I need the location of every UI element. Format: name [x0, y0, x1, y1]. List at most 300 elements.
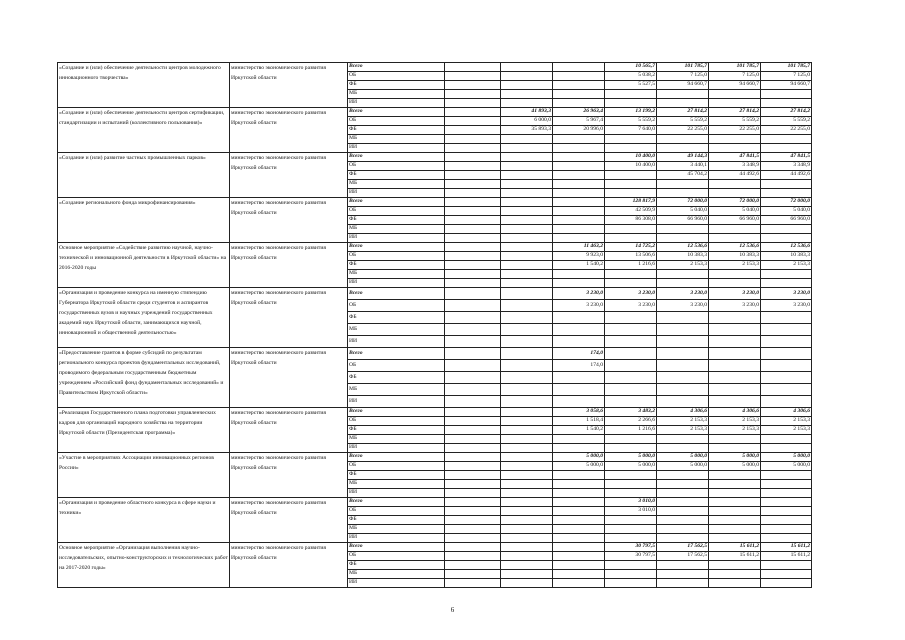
- funding-source-cell: ОБ: [348, 417, 445, 426]
- amount-cell: [445, 489, 501, 498]
- amount-cell: [761, 372, 812, 384]
- table-row: [58, 198, 812, 207]
- amount-cell: [709, 579, 761, 588]
- amount-cell: [501, 360, 553, 372]
- amount-cell: [501, 171, 553, 180]
- funding-source-cell: Всего: [348, 108, 445, 117]
- amount-cell: [761, 480, 812, 489]
- amount-cell: 35 893,3: [501, 126, 553, 135]
- amount-cell: [709, 498, 761, 507]
- amount-cell: [501, 507, 553, 516]
- amount-cell: [709, 525, 761, 534]
- amount-cell: [657, 336, 709, 348]
- funding-source-cell: МБ: [348, 384, 445, 396]
- amount-cell: [445, 198, 501, 207]
- executor-cell: министерство экономического развития Иркутской области: [230, 408, 348, 453]
- amount-cell: [761, 279, 812, 288]
- amount-cell: [553, 81, 605, 90]
- amount-cell: 1 216,6: [605, 261, 657, 270]
- amount-cell: 2 153,3: [761, 261, 812, 270]
- amount-cell: [553, 489, 605, 498]
- amount-cell: 128 817,9: [605, 198, 657, 207]
- funding-source-cell: ФБ: [348, 372, 445, 384]
- amount-cell: [445, 144, 501, 153]
- amount-cell: [657, 135, 709, 144]
- amount-cell: [501, 336, 553, 348]
- funding-source-cell: МБ: [348, 480, 445, 489]
- amount-cell: [501, 417, 553, 426]
- amount-cell: 1 216,6: [605, 426, 657, 435]
- amount-cell: [605, 384, 657, 396]
- amount-cell: [445, 471, 501, 480]
- amount-cell: [445, 525, 501, 534]
- amount-cell: [605, 99, 657, 108]
- amount-cell: 101 785,7: [761, 63, 812, 72]
- amount-cell: [709, 480, 761, 489]
- amount-cell: 72 000,0: [657, 198, 709, 207]
- amount-cell: 5 000,0: [761, 462, 812, 471]
- funding-source-cell: ОБ: [348, 360, 445, 372]
- amount-cell: [445, 312, 501, 324]
- amount-cell: [445, 252, 501, 261]
- amount-cell: 5 000,0: [709, 462, 761, 471]
- amount-cell: [445, 516, 501, 525]
- amount-cell: [501, 534, 553, 543]
- funding-source-cell: МБ: [348, 270, 445, 279]
- funding-source-cell: МБ: [348, 135, 445, 144]
- amount-cell: [761, 498, 812, 507]
- amount-cell: [605, 234, 657, 243]
- amount-cell: [553, 324, 605, 336]
- amount-cell: [553, 72, 605, 81]
- table-row: [58, 543, 812, 552]
- amount-cell: [445, 579, 501, 588]
- funding-source-cell: Всего: [348, 543, 445, 552]
- amount-cell: [501, 225, 553, 234]
- amount-cell: 7 125,0: [761, 72, 812, 81]
- amount-cell: [761, 90, 812, 99]
- amount-cell: [761, 507, 812, 516]
- amount-cell: 5 559,2: [605, 117, 657, 126]
- amount-cell: [445, 336, 501, 348]
- amount-cell: 5 559,2: [761, 117, 812, 126]
- amount-cell: [761, 435, 812, 444]
- amount-cell: [501, 189, 553, 198]
- amount-cell: [553, 579, 605, 588]
- amount-cell: [553, 552, 605, 561]
- amount-cell: [501, 288, 553, 300]
- amount-cell: [501, 207, 553, 216]
- amount-cell: 47 841,5: [709, 153, 761, 162]
- amount-cell: [657, 498, 709, 507]
- amount-cell: [709, 225, 761, 234]
- amount-cell: [761, 324, 812, 336]
- amount-cell: 3 230,0: [605, 300, 657, 312]
- amount-cell: [501, 63, 553, 72]
- amount-cell: [501, 435, 553, 444]
- amount-cell: [709, 516, 761, 525]
- funding-source-cell: Всего: [348, 453, 445, 462]
- amount-cell: [553, 135, 605, 144]
- executor-cell: министерство экономического развития Иркутской области: [230, 498, 348, 543]
- amount-cell: 5 000,0: [553, 453, 605, 462]
- amount-cell: [501, 324, 553, 336]
- amount-cell: [553, 99, 605, 108]
- amount-cell: [445, 372, 501, 384]
- amount-cell: 26 963,4: [553, 108, 605, 117]
- amount-cell: [709, 279, 761, 288]
- amount-cell: [501, 525, 553, 534]
- amount-cell: [657, 90, 709, 99]
- measure-name-cell: «Создание регионального фонда микрофинансирования»: [58, 198, 230, 243]
- amount-cell: [501, 561, 553, 570]
- amount-cell: [761, 312, 812, 324]
- amount-cell: [501, 252, 553, 261]
- amount-cell: [501, 180, 553, 189]
- amount-cell: [605, 324, 657, 336]
- funding-source-cell: ОБ: [348, 117, 445, 126]
- funding-table: [57, 62, 812, 588]
- amount-cell: 5 559,2: [709, 117, 761, 126]
- amount-cell: [501, 198, 553, 207]
- amount-cell: [445, 126, 501, 135]
- amount-cell: [605, 516, 657, 525]
- amount-cell: [501, 153, 553, 162]
- amount-cell: [761, 270, 812, 279]
- amount-cell: [709, 435, 761, 444]
- amount-cell: [761, 225, 812, 234]
- amount-cell: [501, 480, 553, 489]
- amount-cell: [657, 270, 709, 279]
- amount-cell: 5 038,2: [605, 72, 657, 81]
- amount-cell: [553, 435, 605, 444]
- amount-cell: [445, 261, 501, 270]
- funding-source-cell: ОБ: [348, 162, 445, 171]
- measure-name-cell: «Создание и (или) развитие частных промышленных парков»: [58, 153, 230, 198]
- amount-cell: [761, 525, 812, 534]
- amount-cell: [445, 180, 501, 189]
- amount-cell: [605, 225, 657, 234]
- funding-source-cell: ИИ: [348, 489, 445, 498]
- amount-cell: [761, 348, 812, 360]
- amount-cell: 9 923,0: [553, 252, 605, 261]
- funding-source-cell: ФБ: [348, 261, 445, 270]
- amount-cell: [553, 444, 605, 453]
- amount-cell: 13 199,2: [605, 108, 657, 117]
- amount-cell: [501, 216, 553, 225]
- amount-cell: [553, 396, 605, 408]
- amount-cell: [605, 90, 657, 99]
- amount-cell: [501, 261, 553, 270]
- amount-cell: [657, 579, 709, 588]
- amount-cell: 30 797,5: [605, 543, 657, 552]
- amount-cell: 5 527,5: [605, 81, 657, 90]
- amount-cell: 94 660,7: [761, 81, 812, 90]
- amount-cell: [445, 360, 501, 372]
- amount-cell: [761, 561, 812, 570]
- amount-cell: [553, 384, 605, 396]
- amount-cell: [445, 279, 501, 288]
- amount-cell: [445, 153, 501, 162]
- funding-source-cell: ИИ: [348, 189, 445, 198]
- amount-cell: [657, 534, 709, 543]
- amount-cell: [445, 117, 501, 126]
- amount-cell: 174,0: [553, 360, 605, 372]
- amount-cell: 27 814,2: [657, 108, 709, 117]
- funding-source-cell: ОБ: [348, 507, 445, 516]
- amount-cell: 3 230,0: [657, 288, 709, 300]
- amount-cell: [605, 279, 657, 288]
- amount-cell: 44 492,6: [709, 171, 761, 180]
- amount-cell: [709, 348, 761, 360]
- amount-cell: [553, 372, 605, 384]
- amount-cell: [709, 324, 761, 336]
- funding-source-cell: МБ: [348, 570, 445, 579]
- amount-cell: [501, 543, 553, 552]
- amount-cell: [501, 498, 553, 507]
- amount-cell: [709, 234, 761, 243]
- funding-source-cell: ФБ: [348, 561, 445, 570]
- funding-source-cell: Всего: [348, 348, 445, 360]
- amount-cell: [709, 312, 761, 324]
- amount-cell: 49 144,3: [657, 153, 709, 162]
- amount-cell: [553, 216, 605, 225]
- amount-cell: [553, 63, 605, 72]
- amount-cell: 7 125,0: [657, 72, 709, 81]
- amount-cell: [445, 207, 501, 216]
- amount-cell: [709, 396, 761, 408]
- amount-cell: [605, 570, 657, 579]
- amount-cell: [761, 471, 812, 480]
- amount-cell: [761, 234, 812, 243]
- amount-cell: [501, 348, 553, 360]
- funding-source-cell: ИИ: [348, 99, 445, 108]
- amount-cell: [445, 135, 501, 144]
- amount-cell: 66 960,0: [709, 216, 761, 225]
- amount-cell: [709, 507, 761, 516]
- amount-cell: [553, 225, 605, 234]
- amount-cell: [553, 561, 605, 570]
- amount-cell: [553, 171, 605, 180]
- amount-cell: [709, 270, 761, 279]
- amount-cell: [605, 534, 657, 543]
- amount-cell: 47 841,5: [761, 153, 812, 162]
- amount-cell: [657, 396, 709, 408]
- amount-cell: 3 348,9: [709, 162, 761, 171]
- amount-cell: 86 308,0: [605, 216, 657, 225]
- amount-cell: [657, 480, 709, 489]
- amount-cell: 10 383,3: [709, 252, 761, 261]
- amount-cell: [501, 396, 553, 408]
- amount-cell: [761, 99, 812, 108]
- amount-cell: 3 230,0: [761, 288, 812, 300]
- amount-cell: 3 230,0: [709, 300, 761, 312]
- amount-cell: [445, 384, 501, 396]
- amount-cell: [445, 300, 501, 312]
- amount-cell: 41 893,3: [501, 108, 553, 117]
- executor-cell: министерство экономического развития Иркутской области: [230, 243, 348, 288]
- amount-cell: [445, 462, 501, 471]
- executor-cell: министерство экономического развития Иркутской области: [230, 198, 348, 243]
- funding-source-cell: ОБ: [348, 252, 445, 261]
- amount-cell: 5 000,0: [761, 453, 812, 462]
- amount-cell: [657, 324, 709, 336]
- funding-source-cell: ФБ: [348, 171, 445, 180]
- amount-cell: [709, 360, 761, 372]
- amount-cell: [605, 579, 657, 588]
- amount-cell: 3 348,9: [761, 162, 812, 171]
- amount-cell: 3 058,6: [553, 408, 605, 417]
- amount-cell: [445, 534, 501, 543]
- amount-cell: 17 562,5: [657, 543, 709, 552]
- funding-source-cell: Всего: [348, 153, 445, 162]
- amount-cell: [501, 516, 553, 525]
- funding-source-cell: ИИ: [348, 534, 445, 543]
- amount-cell: 5 000,0: [605, 462, 657, 471]
- amount-cell: 10 400,0: [605, 162, 657, 171]
- funding-source-cell: ФБ: [348, 216, 445, 225]
- amount-cell: [761, 180, 812, 189]
- funding-source-cell: ИИ: [348, 579, 445, 588]
- amount-cell: [709, 144, 761, 153]
- funding-source-cell: МБ: [348, 324, 445, 336]
- table-row: [58, 498, 812, 507]
- amount-cell: [501, 300, 553, 312]
- amount-cell: [501, 570, 553, 579]
- amount-cell: [501, 552, 553, 561]
- funding-source-cell: МБ: [348, 180, 445, 189]
- amount-cell: [605, 312, 657, 324]
- amount-cell: 2 153,3: [709, 417, 761, 426]
- amount-cell: [501, 579, 553, 588]
- amount-cell: 2 153,3: [657, 417, 709, 426]
- amount-cell: [445, 63, 501, 72]
- funding-source-cell: ФБ: [348, 312, 445, 324]
- amount-cell: [605, 336, 657, 348]
- funding-source-cell: ФБ: [348, 516, 445, 525]
- amount-cell: [445, 108, 501, 117]
- executor-cell: министерство экономического развития Иркутской области: [230, 108, 348, 153]
- amount-cell: [445, 72, 501, 81]
- amount-cell: [605, 396, 657, 408]
- amount-cell: [657, 180, 709, 189]
- amount-cell: 5 000,0: [605, 453, 657, 462]
- amount-cell: [501, 471, 553, 480]
- table-row: [58, 288, 812, 300]
- funding-source-cell: ИИ: [348, 396, 445, 408]
- amount-cell: [709, 135, 761, 144]
- amount-cell: [553, 162, 605, 171]
- table-row: [58, 153, 812, 162]
- amount-cell: [761, 579, 812, 588]
- amount-cell: [709, 570, 761, 579]
- amount-cell: [605, 348, 657, 360]
- amount-cell: [605, 444, 657, 453]
- amount-cell: [605, 480, 657, 489]
- amount-cell: [501, 426, 553, 435]
- amount-cell: [553, 543, 605, 552]
- amount-cell: [501, 243, 553, 252]
- amount-cell: 3 230,0: [761, 300, 812, 312]
- amount-cell: [445, 426, 501, 435]
- amount-cell: [605, 372, 657, 384]
- table-row: [58, 108, 812, 117]
- funding-source-cell: ФБ: [348, 471, 445, 480]
- amount-cell: [553, 144, 605, 153]
- amount-cell: 2 153,3: [657, 426, 709, 435]
- amount-cell: [501, 444, 553, 453]
- amount-cell: [657, 312, 709, 324]
- funding-source-cell: ОБ: [348, 207, 445, 216]
- table-row: [58, 453, 812, 462]
- funding-source-cell: ИИ: [348, 234, 445, 243]
- amount-cell: [445, 81, 501, 90]
- amount-cell: [445, 498, 501, 507]
- amount-cell: [445, 162, 501, 171]
- amount-cell: [445, 216, 501, 225]
- amount-cell: [709, 489, 761, 498]
- amount-cell: [657, 471, 709, 480]
- amount-cell: 1 540,2: [553, 261, 605, 270]
- amount-cell: [605, 270, 657, 279]
- amount-cell: [761, 516, 812, 525]
- amount-cell: [445, 480, 501, 489]
- amount-cell: [501, 270, 553, 279]
- executor-cell: министерство экономического развития Иркутской области: [230, 288, 348, 348]
- amount-cell: [553, 498, 605, 507]
- amount-cell: [709, 189, 761, 198]
- funding-source-cell: ФБ: [348, 126, 445, 135]
- amount-cell: 13 506,6: [605, 252, 657, 261]
- amount-cell: 42 509,9: [605, 207, 657, 216]
- amount-cell: [553, 207, 605, 216]
- measure-name-cell: «Предоставление грантов в форме субсидий по результатам регионального конкурса проектов фундаментальных исследований, проводимого федеральным государственным бюджетным учреждением «Российский фонд фундаментальных исследований» и Правительством Иркутской области»: [58, 348, 230, 408]
- amount-cell: [501, 99, 553, 108]
- amount-cell: [445, 408, 501, 417]
- amount-cell: [501, 72, 553, 81]
- executor-cell: министерство экономического развития Иркутской области: [230, 453, 348, 498]
- amount-cell: 5 040,0: [709, 207, 761, 216]
- amount-cell: 2 153,3: [761, 426, 812, 435]
- amount-cell: [445, 270, 501, 279]
- amount-cell: [553, 336, 605, 348]
- amount-cell: [445, 453, 501, 462]
- amount-cell: [553, 234, 605, 243]
- amount-cell: [445, 396, 501, 408]
- amount-cell: [605, 171, 657, 180]
- amount-cell: 3 010,0: [605, 498, 657, 507]
- amount-cell: [761, 444, 812, 453]
- amount-cell: [501, 135, 553, 144]
- amount-cell: [605, 525, 657, 534]
- amount-cell: [501, 372, 553, 384]
- amount-cell: 4 306,6: [657, 408, 709, 417]
- amount-cell: [445, 552, 501, 561]
- amount-cell: 72 000,0: [709, 198, 761, 207]
- amount-cell: [553, 180, 605, 189]
- amount-cell: 3 010,0: [605, 507, 657, 516]
- executor-cell: министерство экономического развития Иркутской области: [230, 153, 348, 198]
- amount-cell: [445, 189, 501, 198]
- amount-cell: [553, 270, 605, 279]
- amount-cell: [605, 561, 657, 570]
- amount-cell: 72 000,0: [761, 198, 812, 207]
- amount-cell: 22 255,0: [761, 126, 812, 135]
- amount-cell: 3 230,0: [709, 288, 761, 300]
- amount-cell: 45 704,2: [657, 171, 709, 180]
- amount-cell: 10 383,3: [657, 252, 709, 261]
- amount-cell: [501, 81, 553, 90]
